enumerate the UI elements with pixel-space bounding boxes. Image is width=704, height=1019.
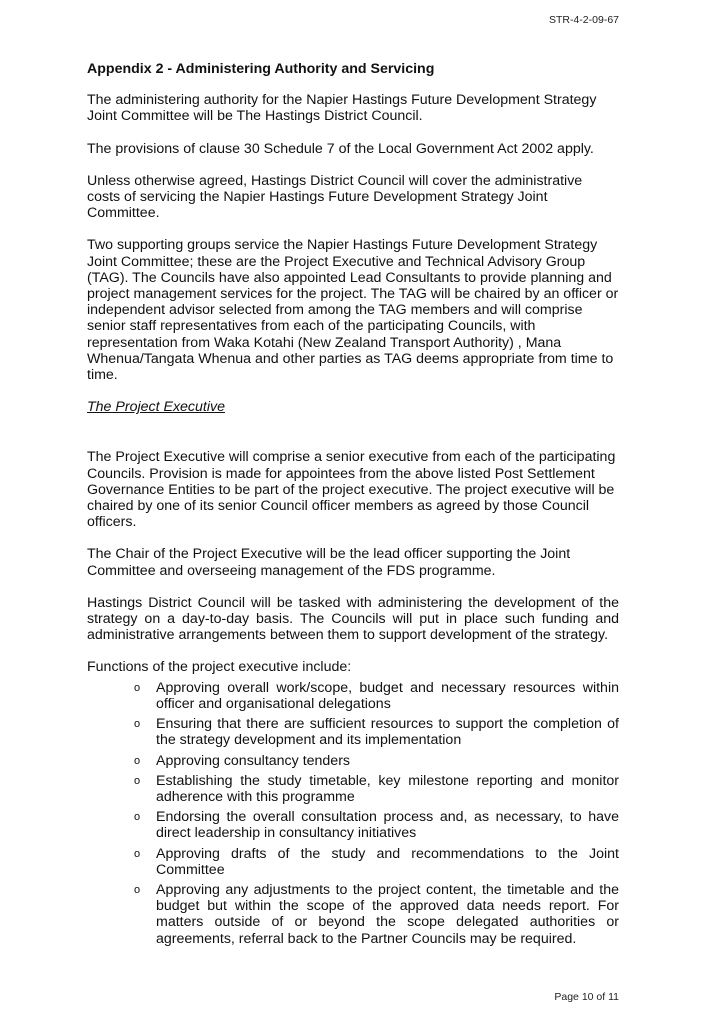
bullet-circle-icon: o xyxy=(134,847,141,860)
page-number: Page 10 of 11 xyxy=(554,991,619,1003)
paragraph-administering-authority: The administering authority for the Napier Hastings Future Development Strategy Joint Committee will be The Hastings District Council. xyxy=(87,92,597,125)
appendix-heading: Appendix 2 - Administering Authority and Servicing xyxy=(87,61,435,77)
list-item: o Approving overall work/scope, budget and necessary resources within officer and organisational delegations xyxy=(134,679,619,712)
functions-intro: Functions of the project executive include: xyxy=(87,659,352,676)
bullet-circle-icon: o xyxy=(134,774,141,787)
project-executive-subheading: The Project Executive xyxy=(87,399,225,416)
document-body xyxy=(87,61,619,951)
paragraph-hdc-administering: Hastings District Council will be tasked with administering the development of the strategy on a day-to-day basis. The Councils will put in place such funding and administrative arrangements between them to support development of the strategy. xyxy=(87,594,619,644)
list-item: o Approving drafts of the study and recommendations to the Joint Committee xyxy=(134,845,619,878)
paragraph-administrative-costs: Unless otherwise agreed, Hastings District Council will cover the administrative costs of servicing the Napier Hastings Future Development Strategy Joint Committee. xyxy=(87,172,583,222)
bullet-circle-icon: o xyxy=(134,718,141,731)
paragraph-executive-chair: The Chair of the Project Executive will be the lead officer supporting the Joint Committee and overseeing management of the FDS programme. xyxy=(87,546,571,579)
list-item: o Approving any adjustments to the project content, the timetable and the budget but within the scope of the approved data needs report. For matters outside of or beyond the scope delegated authorities or agreements, referral back to the Partner Councils may be required. xyxy=(134,881,619,947)
document-reference: STR-4-2-09-67 xyxy=(548,14,619,26)
list-item: o Approving consultancy tenders xyxy=(134,752,351,769)
list-item: o Ensuring that there are sufficient resources to support the completion of the strategy development and its implementation xyxy=(134,716,619,749)
functions-list xyxy=(87,680,619,947)
list-item: o Endorsing the overall consultation process and, as necessary, to have direct leadership in consultancy initiatives xyxy=(134,809,619,842)
bullet-circle-icon: o xyxy=(134,754,141,767)
list-item: o Establishing the study timetable, key milestone reporting and monitor adherence with this programme xyxy=(134,772,619,805)
bullet-circle-icon: o xyxy=(134,883,141,896)
paragraph-executive-composition: The Project Executive will comprise a senior executive from each of the participating Councils. Provision is made for appointees from the above listed Post Settlement Governance Entities to be part of the project executive. The project executive will be chaired by one of its senior Council officer members as agreed by those Council officers. xyxy=(87,449,616,531)
paragraph-provisions: The provisions of clause 30 Schedule 7 of the Local Government Act 2002 apply. xyxy=(87,140,594,157)
bullet-circle-icon: o xyxy=(134,681,141,694)
paragraph-supporting-groups: Two supporting groups service the Napier Hastings Future Development Strategy Joint Committee; these are the Project Executive and Technical Advisory Group (TAG). The Councils have also appointed Lead Consultants to provide planning and project management services for the project. The TAG will be chaired by an officer or independent advisor selected from among the TAG members and will comprise senior staff representatives from each of the participating Councils, with representation from Waka Kotahi (New Zealand Transport Authority) , Mana Whenua/Tangata Whenua and other parties as TAG deems appropriate from time to time. xyxy=(87,237,619,384)
bullet-circle-icon: o xyxy=(134,811,141,824)
